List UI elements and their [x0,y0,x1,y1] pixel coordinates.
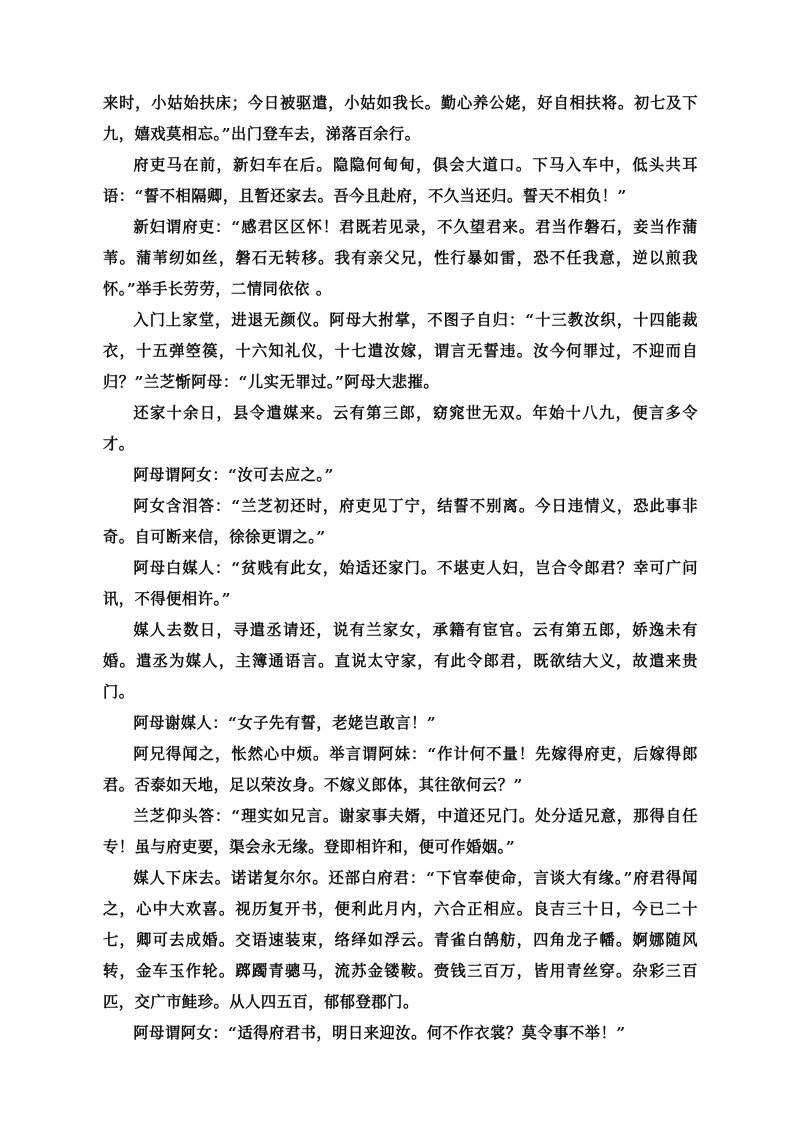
paragraph: 来时，小姑始扶床；今日被驱遣，小姑如我长。勤心养公姥，好自相扶将。初七及下九，嬉戏莫相忘。”出门登车去，涕落百余行。 [103,94,698,143]
paragraph: 阿兄得闻之，怅然心中烦。举言谓阿妹：“作计何不量！先嫁得府吏，后嫁得郎君。否泰如天地，足以荣汝身。不嫁义郎体，其往欲何云？” [103,745,698,794]
paragraph: 阿母白媒人：“贫贱有此女，始适还家门。不堪吏人妇，岂合令郎君？幸可广问讯，不得便相许。” [103,559,698,608]
paragraph: 阿女含泪答：“兰芝初还时，府吏见丁宁，结誓不别离。今日违情义，恐此事非奇。自可断来信，徐徐更谓之。” [103,497,698,546]
paragraph: 还家十余日，县令遣媒来。云有第三郎，窈窕世无双。年始十八九，便言多令才。 [103,404,698,453]
paragraph: 新妇谓府吏：“感君区区怀！君既若见录，不久望君来。君当作磐石，妾当作蒲苇。蒲苇纫如丝，磐石无转移。我有亲父兄，性行暴如雷，恐不任我意，逆以煎我怀。”举手长劳劳，二情同依依 。 [103,218,698,298]
paragraph: 阿母谢媒人：“女子先有誓，老姥岂敢言！” [133,714,437,732]
paragraph: 媒人下床去。诺诺复尔尔。还部白府君：“下官奉使命，言谈大有缘。”府君得闻之，心中大欢喜。视历复开书，便利此月内，六合正相应。良吉三十日，今已二十七，卿可去成婚。交语速装束，络绎如浮云。青雀白鹄舫，四角龙子幡。婀娜随风转，金车玉作轮。踯躅青骢马，流苏金镂鞍。赍钱三百万，皆用青丝穿。杂彩三百匹，交广市鲑珍。从人四五百，郁郁登郡门。 [103,869,698,1011]
body-text [103,88,698,1049]
paragraph: 阿母谓阿女：“适得府君书，明日来迎汝。何不作衣裳？莫令事不举！” [133,1024,626,1042]
paragraph: 府吏马在前，新妇车在后。隐隐何甸甸，俱会大道口。下马入车中，低头共耳语：“誓不相隔卿，且暂还家去。吾今且赴府，不久当还归。誓天不相负！” [103,156,698,205]
paragraph: 入门上家堂，进退无颜仪。阿母大拊掌，不图子自归：“十三教汝织，十四能裁衣，十五弹箜篌，十六知礼仪，十七遣汝嫁，谓言无誓违。汝今何罪过，不迎而自归？”兰芝惭阿母：“儿实无罪过。”阿母大悲摧。 [103,311,698,391]
paragraph: 阿母谓阿女：“汝可去应之。” [133,466,334,484]
paragraph: 媒人去数日，寻遣丞请还，说有兰家女，承籍有宦官。云有第五郎，娇逸未有婚。遣丞为媒人，主簿通语言。直说太守家，有此令郎君，既欲结大义，故遣来贵门。 [103,621,698,701]
paragraph: 兰芝仰头答：“理实如兄言。谢家事夫婿，中道还兄门。处分适兄意，那得自任专！虽与府吏要，渠会永无缘。登即相许和，便可作婚姻。” [103,807,698,856]
